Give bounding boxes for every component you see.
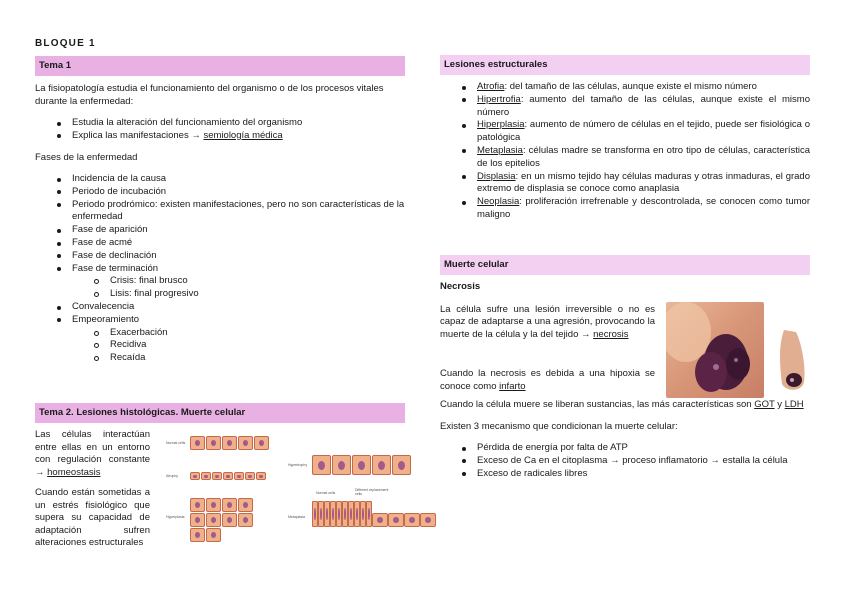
necrosis-paragraph: La célula sufre una lesión irreversible o no es capaz de adaptarse a una agresión, provocando la muerte de la célula y la del tejido → necrosis xyxy=(440,303,655,340)
list-item: Hipertrofia: aumento del tamaño de las células, aunque existe el mismo número xyxy=(440,94,810,120)
cell xyxy=(234,472,244,480)
cell xyxy=(190,436,205,450)
necrosis-illustration xyxy=(666,302,764,398)
mechanisms-intro: Existen 3 mecanismo que condicionan la muerte celular: xyxy=(440,420,678,432)
necrosis-link[interactable]: necrosis xyxy=(593,328,629,340)
infarto-paragraph: Cuando la necrosis es debida a una hipoxia se conoce como infarto xyxy=(440,368,655,392)
histology-figure xyxy=(160,433,405,533)
cell xyxy=(223,472,233,480)
list-item: Recaída xyxy=(72,352,405,365)
normal-cells-label: Normal cells xyxy=(166,441,186,445)
stress-paragraph: Cuando están sometidas a un estrés fisiológico que supera su capacidad de adaptación sufren alteraciones estructurales xyxy=(35,487,150,548)
cell xyxy=(190,528,205,542)
cell xyxy=(238,498,253,512)
cell xyxy=(254,436,269,450)
necrosis-photo-small xyxy=(776,328,808,394)
list-item: Periodo prodrómico: existen manifestaciones, pero no son características de la enfermedad xyxy=(35,199,405,225)
normal-cells-label-2: Normal cells xyxy=(316,491,336,495)
atrophy-row xyxy=(190,472,266,480)
right-column xyxy=(440,55,810,222)
hyperplasia-block xyxy=(190,498,265,542)
list-item: Neoplasia: proliferación irrefrenable y descontrolada, se conocen como tumor maligno xyxy=(440,196,810,222)
cell xyxy=(201,472,211,480)
list-item: Exceso de radicales libres xyxy=(440,468,810,481)
substances-paragraph: Cuando la célula muere se liberan sustancias, las más características son GOT y LDH xyxy=(440,399,804,410)
cell xyxy=(420,513,436,527)
metaplasia-label: Metaplasia xyxy=(288,515,305,519)
cell xyxy=(312,455,331,475)
list-item: Crisis: final brusco xyxy=(72,275,405,288)
list-item: Recidiva xyxy=(72,339,405,352)
left-column xyxy=(35,56,405,365)
cell xyxy=(206,436,221,450)
tema1-bullets xyxy=(35,117,405,143)
cell xyxy=(372,455,391,475)
lesiones-header: Lesiones estructurales xyxy=(440,55,810,75)
homeostasis-paragraph: Las células interactúan entre ellas en un entorno con regulación constante → homeostasis xyxy=(35,429,150,478)
normal-cells-row xyxy=(190,436,269,450)
termination-sublist xyxy=(72,275,405,301)
list-item: Incidencia de la causa xyxy=(35,173,405,186)
list-item: Metaplasia: células madre se transforma en otro tipo de células, característica de los epitelios xyxy=(440,145,810,171)
list-item: Fase de acmé xyxy=(35,237,405,250)
list-item: Convalecencia xyxy=(35,301,405,314)
metaplasia-row xyxy=(312,501,436,527)
list-item: Exceso de Ca en el citoplasma → proceso inflamatorio → estalla la célula xyxy=(440,455,810,468)
list-item: Fase de terminación Crisis: final brusco Lisis: final progresivo xyxy=(35,263,405,301)
ldh-link[interactable]: LDH xyxy=(784,399,804,410)
list-item: Pérdida de energía por falta de ATP xyxy=(440,442,810,455)
semiologia-link[interactable]: semiología médica xyxy=(203,129,283,141)
page-title: BLOQUE 1 xyxy=(35,38,96,49)
cell xyxy=(238,436,253,450)
lesiones-list xyxy=(440,81,810,222)
cell xyxy=(332,455,351,475)
infarto-link[interactable]: infarto xyxy=(499,380,526,392)
cell xyxy=(206,498,221,512)
homeostasis-link[interactable]: homeostasis xyxy=(47,466,101,478)
cell xyxy=(222,498,237,512)
list-item: Displasia: en un mismo tejido hay células maduras y otras inmaduras, el grado extremo de displasia se conoce como anaplasia xyxy=(440,171,810,197)
list-item: Hiperplasia: aumento de número de células en el tejido, puede ser fisiológica o patológica xyxy=(440,119,810,145)
cell xyxy=(256,472,266,480)
list-item: Atrofia: del tamaño de las células, aunque existe el mismo número xyxy=(440,81,810,94)
worsening-sublist xyxy=(72,327,405,365)
tema1-intro: La fisiopatología estudia el funcionamiento del organismo o de los procesos vitales durante la enfermedad: xyxy=(35,83,384,107)
cell xyxy=(388,513,404,527)
cell xyxy=(206,528,221,542)
different-cells-label: Different replacement cells xyxy=(355,488,389,496)
atrophy-label: Atrophy xyxy=(166,474,179,478)
cell xyxy=(245,472,255,480)
cell xyxy=(372,513,388,527)
toe-necrosis-illustration xyxy=(776,328,808,394)
cell xyxy=(404,513,420,527)
list-item: Fase de aparición xyxy=(35,224,405,237)
list-item: Explica las manifestaciones → semiología médica xyxy=(35,130,405,143)
list-item: Exacerbación xyxy=(72,327,405,340)
cell xyxy=(392,455,411,475)
cell xyxy=(190,513,205,527)
necrosis-title: Necrosis xyxy=(440,281,481,292)
got-link[interactable]: GOT xyxy=(754,399,775,410)
tema2-text xyxy=(35,429,150,550)
cell xyxy=(190,498,205,512)
cell xyxy=(222,513,237,527)
list-item: Fase de declinación xyxy=(35,250,405,263)
cell xyxy=(212,472,222,480)
hyperplasia-label: Hyperplasia xyxy=(166,515,185,519)
necrosis-photo-large xyxy=(666,302,764,398)
cell xyxy=(206,513,221,527)
hypertrophy-row xyxy=(312,455,411,475)
phases-title: Fases de la enfermedad xyxy=(35,151,138,163)
cell xyxy=(238,513,253,527)
list-item: Lisis: final progresivo xyxy=(72,288,405,301)
cell xyxy=(190,472,200,480)
tema1-header: Tema 1 xyxy=(35,56,405,76)
muerte-header: Muerte celular xyxy=(440,255,810,275)
list-item: Estudia la alteración del funcionamiento del organismo xyxy=(35,117,405,130)
cell xyxy=(222,436,237,450)
tema2-header: Tema 2. Lesiones histológicas. Muerte celular xyxy=(35,403,405,423)
list-item: Empeoramiento Exacerbación Recidiva Recaída xyxy=(35,314,405,365)
necrosis-text xyxy=(440,304,655,394)
phases-list xyxy=(35,173,405,365)
hypertrophy-label: Hypertrophy xyxy=(288,463,308,467)
mechanisms-list xyxy=(440,442,810,480)
cell xyxy=(352,455,371,475)
list-item: Periodo de incubación xyxy=(35,186,405,199)
